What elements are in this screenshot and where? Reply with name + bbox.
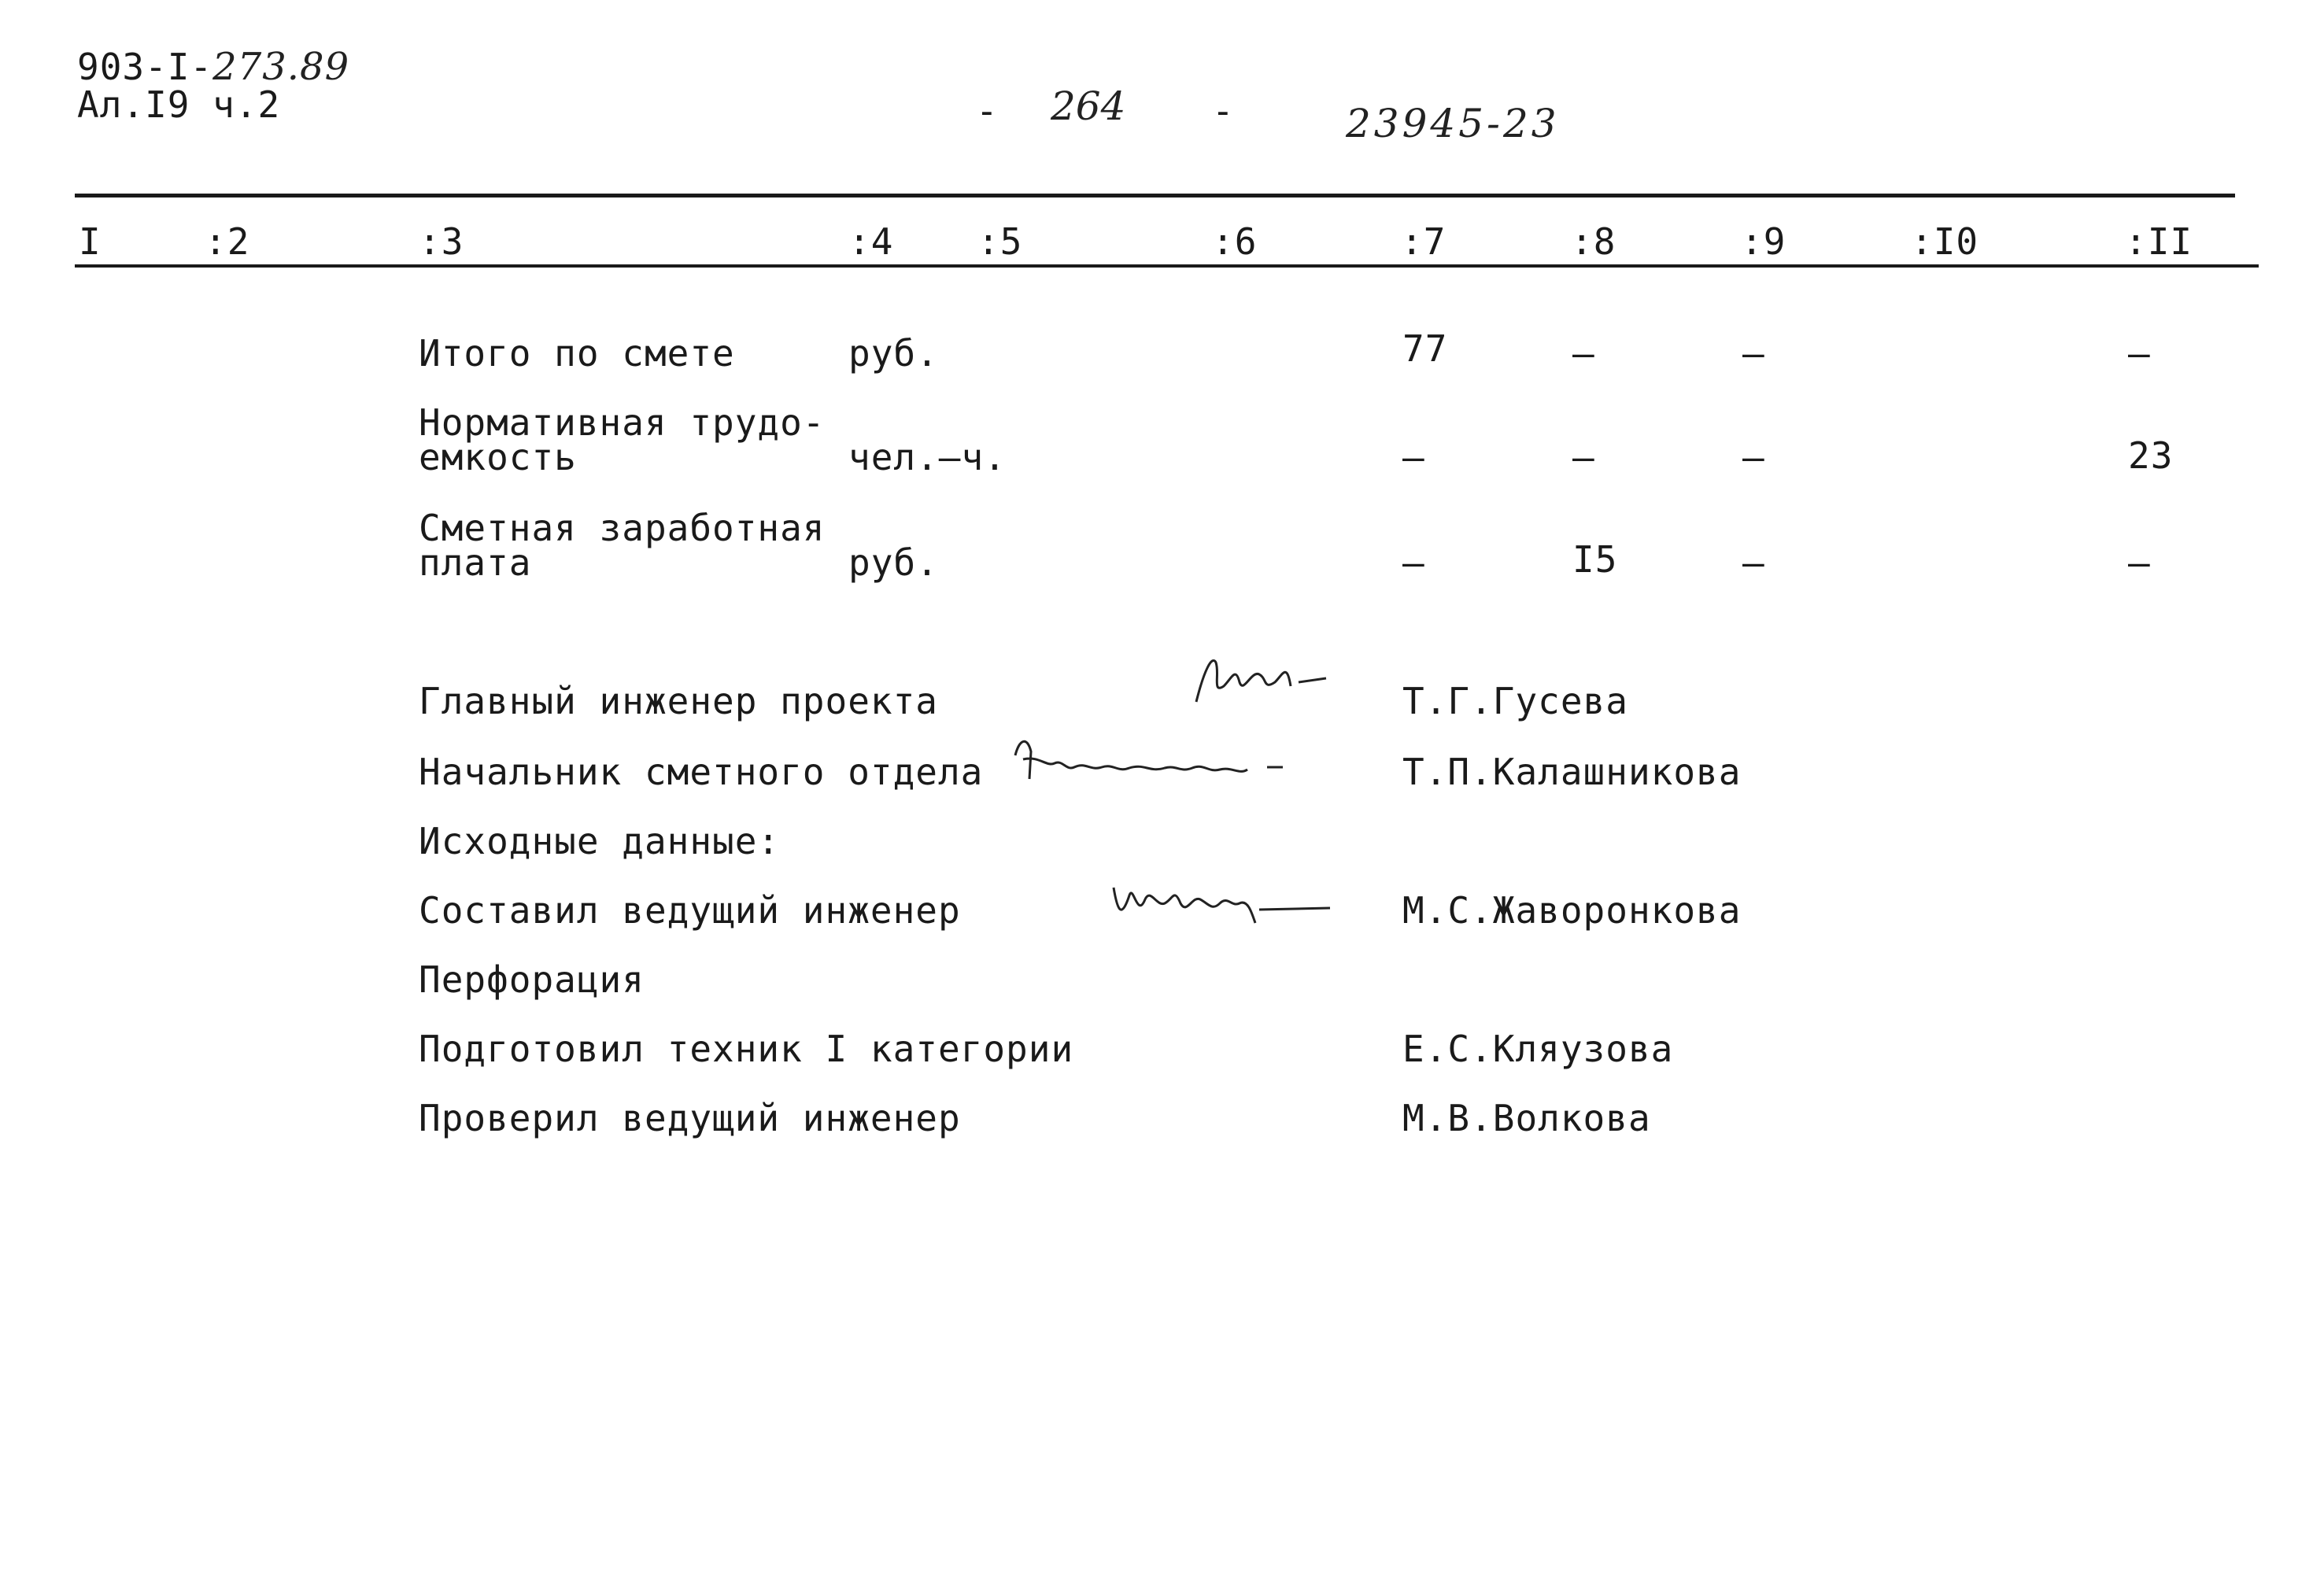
page-dash-right: - bbox=[1212, 90, 1235, 132]
doc-code-prefix: 903-I- bbox=[77, 46, 213, 88]
page-dash-left: - bbox=[976, 90, 999, 132]
col-header-1: I bbox=[79, 220, 102, 263]
row-total-c8: – bbox=[1572, 332, 1595, 375]
signoff-role-prepared-by: Подготовил техник I категории bbox=[419, 1028, 1074, 1070]
row-wage-label-line1: Сметная заработная bbox=[419, 507, 826, 549]
header-underline bbox=[75, 264, 2259, 268]
col-header-2: :2 bbox=[205, 220, 250, 263]
signoff-name-checked-by: М.В.Волкова bbox=[1402, 1097, 1651, 1139]
col-header-9: :9 bbox=[1741, 220, 1786, 263]
row-labor-c11: 23 bbox=[2128, 434, 2174, 477]
signoff-role-compiled-by: Составил ведущий инженер bbox=[419, 889, 961, 932]
row-wage-unit: руб. bbox=[848, 541, 939, 584]
album-part: Ал.I9 ч.2 bbox=[77, 83, 281, 126]
signoff-perforation: Перфорация bbox=[419, 958, 645, 1001]
signoff-source-data: Исходные данные: bbox=[419, 820, 781, 862]
row-labor-unit: чел.–ч. bbox=[848, 436, 1007, 478]
col-header-3: :3 bbox=[419, 220, 464, 263]
col-header-7: :7 bbox=[1401, 220, 1446, 263]
row-total-c11: – bbox=[2128, 332, 2151, 375]
row-total-c9: – bbox=[1742, 332, 1765, 375]
row-labor-c8: – bbox=[1572, 436, 1595, 478]
row-total-label: Итого по смете bbox=[419, 332, 735, 375]
doc-code bbox=[77, 45, 350, 89]
row-total-c7: 77 bbox=[1402, 327, 1448, 370]
col-header-5: :5 bbox=[977, 220, 1023, 263]
row-wage-label-line2: плата bbox=[419, 541, 532, 584]
signoff-name-estimate-head: Т.П.Калашникова bbox=[1402, 751, 1742, 793]
signature-chief-engineer bbox=[1180, 639, 1338, 718]
registration-number: 23945-23 bbox=[1346, 101, 1560, 146]
row-wage-c7: – bbox=[1402, 541, 1425, 584]
signoff-name-compiled-by: М.С.Жаворонкова bbox=[1402, 889, 1742, 932]
signature-compiled-by bbox=[1102, 864, 1354, 935]
page-number: 264 bbox=[1051, 83, 1126, 129]
col-header-4: :4 bbox=[848, 220, 894, 263]
doc-code-handwritten: 273.89 bbox=[212, 45, 350, 89]
signoff-name-prepared-by: Е.С.Кляузова bbox=[1402, 1028, 1674, 1070]
row-labor-label-line1: Нормативная трудо- bbox=[419, 401, 826, 444]
row-wage-c11: – bbox=[2128, 541, 2151, 584]
signoff-name-chief-engineer: Т.Г.Гусева bbox=[1402, 680, 1628, 722]
row-wage-c9: – bbox=[1742, 541, 1765, 584]
row-labor-c9: – bbox=[1742, 436, 1765, 478]
row-total-unit: руб. bbox=[848, 332, 939, 375]
top-rule bbox=[75, 194, 2235, 198]
row-wage-c8: I5 bbox=[1572, 538, 1618, 581]
signoff-role-estimate-head: Начальник сметного отдела bbox=[419, 751, 984, 793]
col-header-6: :6 bbox=[1212, 220, 1258, 263]
col-header-10: :I0 bbox=[1911, 220, 1979, 263]
signoff-role-chief-engineer: Главный инженер проекта bbox=[419, 680, 938, 722]
row-labor-c7: – bbox=[1402, 436, 1425, 478]
col-header-8: :8 bbox=[1571, 220, 1616, 263]
signoff-role-checked-by: Проверил ведущий инженер bbox=[419, 1097, 961, 1139]
signature-estimate-head bbox=[1007, 724, 1306, 795]
col-header-11: :II bbox=[2125, 220, 2193, 263]
row-labor-label-line2: емкость bbox=[419, 436, 577, 478]
